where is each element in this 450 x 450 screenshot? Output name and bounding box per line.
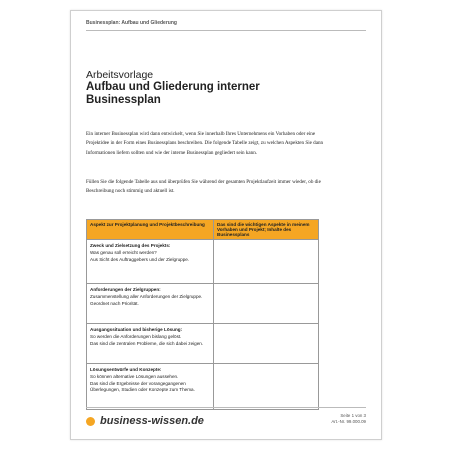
table-cell-aspect — [87, 324, 214, 364]
row-line: Das sind die Ergebnisse der vorangegangenen Überlegungen, Studien oder Konzepte zum Thema. — [90, 381, 195, 392]
row-title: Zweck und Zielsetzung des Projekts: — [90, 243, 171, 248]
table-row — [87, 324, 319, 364]
table-cell-aspect — [87, 364, 214, 410]
running-header: Businessplan: Aufbau und Gliederung — [86, 20, 177, 26]
article-number: Art.-Nr. 99.000.09 — [331, 419, 366, 424]
row-line: So werden die Anforderungen bislang gelöst. — [90, 334, 182, 339]
page-number: Seite 1 von 3 — [340, 413, 366, 418]
table-row — [87, 364, 319, 410]
row-title: Lösungsentwürfe und Konzepte: — [90, 367, 162, 372]
row-line: Aus Sicht des Auftraggebers und der Zielgruppe. — [90, 257, 190, 262]
document-title — [86, 81, 346, 107]
table-cell-input[interactable] — [214, 240, 319, 284]
table-header-col1: Aspekt zur Projektplanung und Projektbeschreibung — [87, 220, 214, 240]
row-title: Ausgangssituation und bisherige Lösung: — [90, 327, 183, 332]
table-cell-input[interactable] — [214, 324, 319, 364]
intro-paragraph-2: Füllen Sie die folgende Tabelle aus und überprüfen Sie während der gesamten Projektlaufzeit immer wieder, ob die Beschreibung noch stimmig und aktuell ist. — [86, 179, 321, 195]
title-line-1: Aufbau und Gliederung interner — [86, 81, 260, 93]
logo-dot-icon — [86, 417, 95, 426]
row-line: Was genau soll erreicht werden? — [90, 250, 157, 255]
document-kicker: Arbeitsvorlage — [86, 69, 154, 81]
table-header-row — [87, 220, 319, 240]
intro-paragraph-1: Ein interner Businessplan wird dann entwickelt, wenn Sie innerhalb Ihres Unternehmens ein Vorhaben oder eine Projektidee in der Form eines Businessplans beschreiben. Die folgende Tabelle zeigt, zu welchen Aspekten Sie dann Informationen liefern sollten und wie der interne Businessplan gegliedert sein kann. — [86, 131, 324, 156]
table-cell-input[interactable] — [214, 284, 319, 324]
footer-divider — [86, 407, 366, 408]
page-info — [331, 413, 366, 425]
row-title: Anforderungen der Zielgruppen: — [90, 287, 161, 292]
header-divider — [86, 30, 366, 31]
brand-logo — [86, 415, 204, 427]
planning-table — [86, 219, 319, 410]
table-cell-aspect — [87, 284, 214, 324]
document-page — [70, 10, 382, 440]
table-header-col2: Das sind die wichtigen Aspekte in meinem Vorhaben und Projekt; Inhalte des Businessplans — [214, 220, 319, 240]
table-row — [87, 240, 319, 284]
row-line: Zusammenstellung aller Anforderungen der Zielgruppe. — [90, 294, 203, 299]
logo-text: business-wissen.de — [100, 415, 204, 427]
table-row — [87, 284, 319, 324]
row-line: Das sind die zentralen Probleme, die sich dabei zeigen. — [90, 341, 204, 346]
table-cell-aspect — [87, 240, 214, 284]
title-line-2: Businessplan — [86, 94, 161, 106]
table-cell-input[interactable] — [214, 364, 319, 410]
row-line: Geordnet nach Priorität. — [90, 301, 139, 306]
row-line: So können alternative Lösungen aussehen. — [90, 374, 179, 379]
